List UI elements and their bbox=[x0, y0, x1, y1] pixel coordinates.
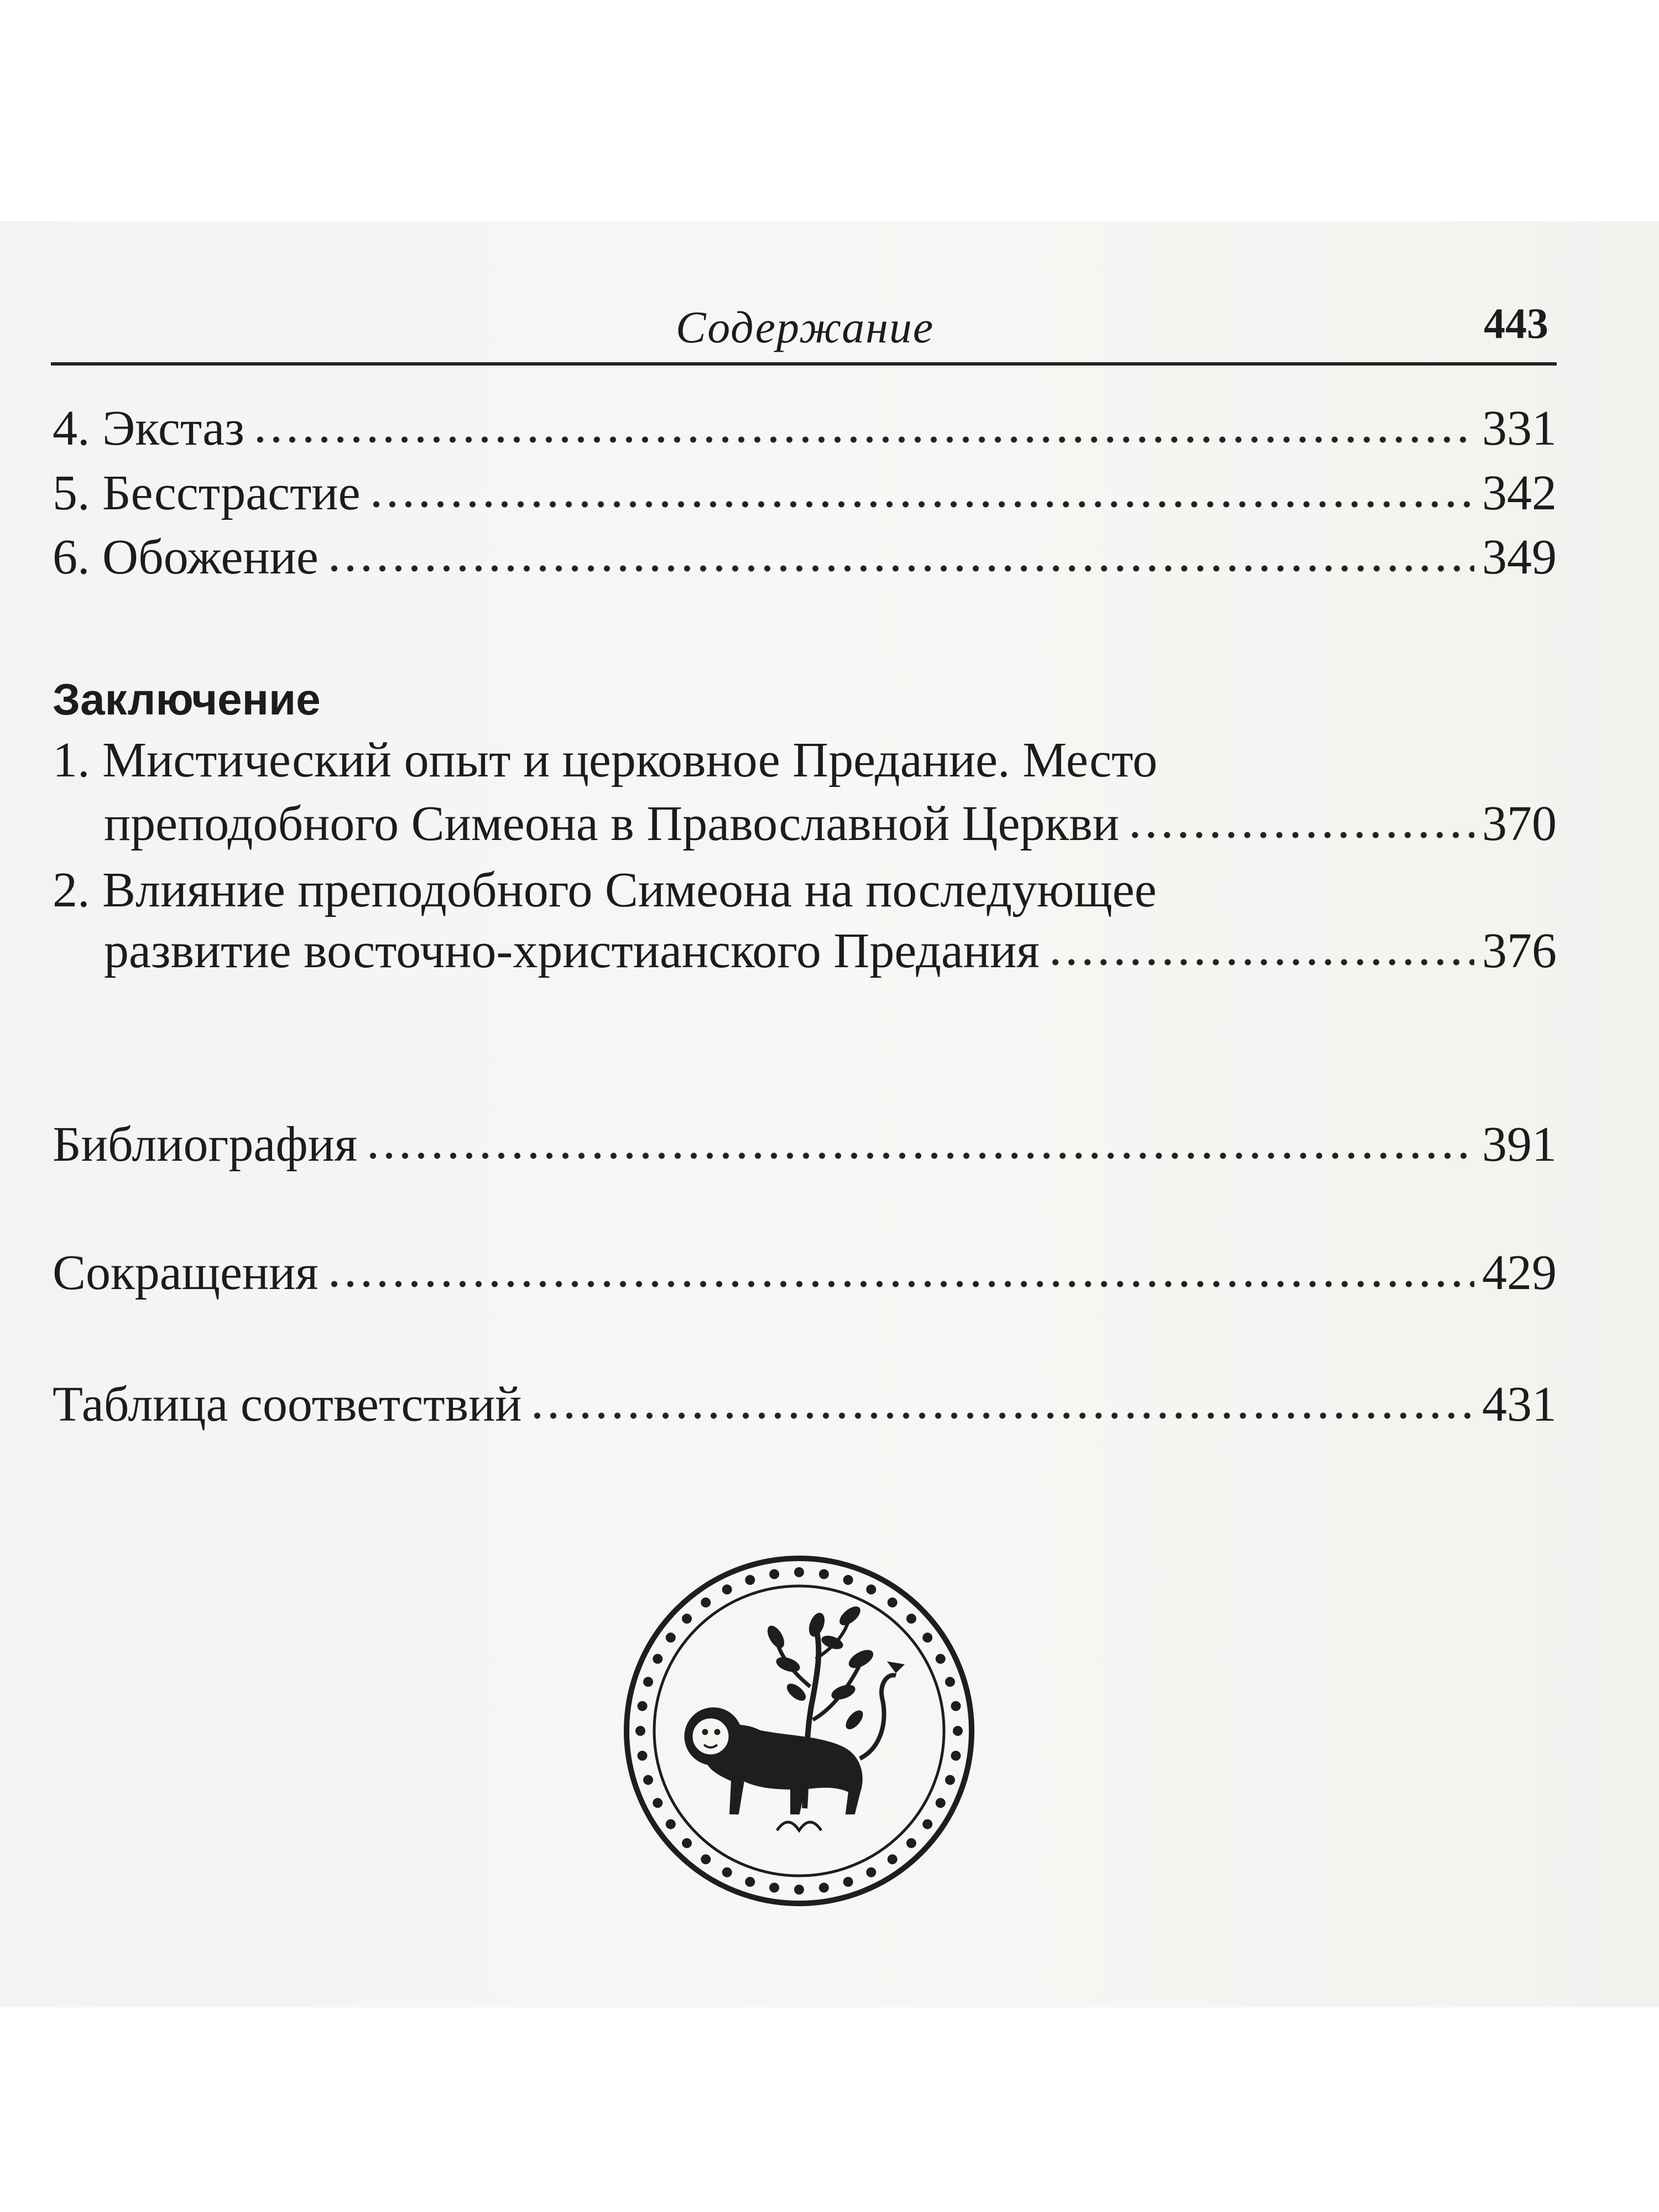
publisher-emblem bbox=[622, 1554, 976, 1908]
toc-entry-influence-line1[interactable]: 2. Влияние преподобного Симеона на последующее bbox=[53, 863, 1157, 917]
dot-leader bbox=[326, 564, 1474, 573]
emblem-ring-bead bbox=[843, 1575, 853, 1585]
emblem-ring-bead bbox=[888, 1854, 898, 1864]
emblem-ring-bead bbox=[745, 1575, 755, 1585]
header-rule bbox=[51, 362, 1557, 366]
toc-entry-abbreviations[interactable] bbox=[53, 1245, 1557, 1301]
toc-entry-page: 429 bbox=[1482, 1245, 1557, 1300]
toc-entry-ecstasy[interactable] bbox=[53, 401, 1557, 456]
emblem-ring-bead bbox=[666, 1632, 676, 1642]
emblem-ring-bead bbox=[794, 1885, 804, 1895]
emblem-ring-bead bbox=[701, 1598, 711, 1608]
emblem-ring-bead bbox=[638, 1751, 648, 1761]
emblem-ring-bead bbox=[638, 1701, 648, 1711]
toc-entry-mystical-experience-line1[interactable]: 1. Мистический опыт и церковное Предание. Место bbox=[53, 733, 1158, 787]
emblem-ring-bead bbox=[906, 1614, 916, 1624]
toc-entry-label: 5. Бесстрастие bbox=[53, 466, 361, 520]
toc-entry-page: 431 bbox=[1482, 1377, 1557, 1432]
emblem-ring-bead bbox=[866, 1584, 876, 1594]
toc-entry-influence[interactable] bbox=[104, 924, 1557, 979]
emblem-ring-bead bbox=[653, 1654, 662, 1664]
emblem-ring-bead bbox=[769, 1882, 779, 1892]
emblem-ring-bead bbox=[643, 1677, 653, 1687]
dot-leader bbox=[326, 1280, 1474, 1288]
toc-entry-page: 376 bbox=[1482, 924, 1557, 978]
toc-entry-page: 349 bbox=[1482, 530, 1557, 585]
emblem-ring-bead bbox=[936, 1654, 946, 1664]
emblem-ring-bead bbox=[936, 1798, 946, 1808]
dot-leader bbox=[368, 500, 1474, 509]
emblem-ring-bead bbox=[819, 1569, 829, 1579]
running-header-title: Содержание bbox=[676, 302, 935, 352]
emblem-ring-bead bbox=[922, 1632, 932, 1642]
emblem-ring-bead bbox=[722, 1584, 732, 1594]
toc-entry-label: развитие восточно-христианского Предания bbox=[104, 924, 1040, 978]
emblem-ring-bead bbox=[945, 1677, 955, 1687]
emblem-ring-bead bbox=[945, 1775, 955, 1785]
dot-leader bbox=[1127, 831, 1474, 839]
emblem-ring-bead bbox=[922, 1819, 932, 1829]
toc-entry-label: Библиография bbox=[53, 1117, 358, 1172]
emblem-ring-bead bbox=[635, 1726, 645, 1736]
toc-entry-bibliography[interactable] bbox=[53, 1117, 1557, 1172]
emblem-ring-bead bbox=[653, 1798, 662, 1808]
toc-entry-label: Таблица соответствий bbox=[53, 1377, 522, 1432]
emblem-ring-bead bbox=[701, 1854, 711, 1864]
emblem-ring-bead bbox=[794, 1567, 804, 1577]
toc-entry-page: 342 bbox=[1482, 466, 1557, 520]
emblem-ring-bead bbox=[769, 1569, 779, 1579]
toc-entry-correspondence-table[interactable] bbox=[53, 1377, 1557, 1432]
toc-entry-page: 370 bbox=[1482, 796, 1557, 851]
emblem-ring-bead bbox=[722, 1867, 732, 1877]
section-heading-conclusion: Заключение bbox=[53, 675, 321, 724]
page-number: 443 bbox=[1484, 299, 1548, 347]
toc-entry-label: преподобного Симеона в Православной Церкви bbox=[104, 796, 1119, 851]
emblem-ring-bead bbox=[682, 1838, 692, 1848]
toc-entry-dispassion[interactable] bbox=[53, 466, 1557, 521]
toc-entry-label: Сокращения bbox=[53, 1245, 319, 1300]
emblem-ring-bead bbox=[951, 1751, 961, 1761]
toc-entry-mystical-experience[interactable] bbox=[104, 796, 1557, 852]
emblem-ring-bead bbox=[906, 1838, 916, 1848]
dot-leader bbox=[1047, 958, 1474, 967]
emblem-ring-bead bbox=[682, 1614, 692, 1624]
toc-entry-page: 391 bbox=[1482, 1117, 1557, 1172]
toc-entry-label: 6. Обожение bbox=[53, 530, 319, 585]
emblem-ring-bead bbox=[888, 1598, 898, 1608]
dot-leader bbox=[365, 1151, 1474, 1160]
toc-entry-label: 4. Экстаз bbox=[53, 401, 244, 456]
emblem-ring-bead bbox=[745, 1877, 755, 1887]
emblem-ring-bead bbox=[666, 1819, 676, 1829]
emblem-ring-bead bbox=[951, 1701, 961, 1711]
emblem-ring-bead bbox=[866, 1867, 876, 1877]
dot-leader bbox=[529, 1411, 1474, 1420]
emblem-ring-bead bbox=[953, 1726, 963, 1736]
dot-leader bbox=[252, 435, 1474, 444]
emblem-ring-bead bbox=[643, 1775, 653, 1785]
emblem-ring-bead bbox=[819, 1882, 829, 1892]
toc-entry-deification[interactable] bbox=[53, 530, 1557, 585]
toc-entry-page: 331 bbox=[1482, 401, 1557, 456]
emblem-ring-bead bbox=[843, 1877, 853, 1887]
